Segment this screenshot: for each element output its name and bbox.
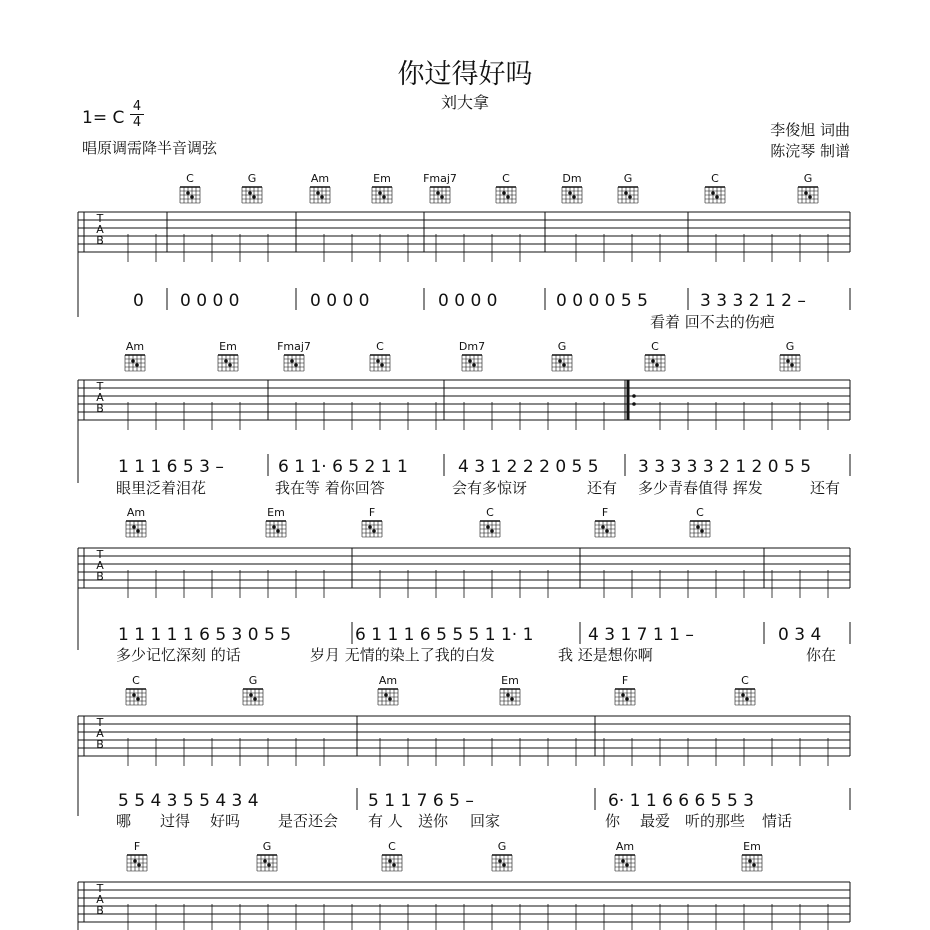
lyricist-composer: 李俊旭 词曲: [770, 121, 850, 139]
chord-name: C: [651, 340, 659, 353]
time-signature-bottom: 4: [132, 115, 142, 130]
chord-dot: [376, 359, 380, 363]
chord-dot: [601, 525, 605, 529]
jianpu-notes: 0: [133, 291, 144, 311]
chord-dot: [190, 195, 194, 199]
chord-name: G: [803, 172, 813, 185]
tab-clef-letter: T: [96, 548, 104, 561]
chord-dot: [624, 191, 628, 195]
chord-name: Dm: [562, 172, 582, 185]
chord-dot: [316, 191, 320, 195]
jianpu-notes: 3 3 3 2 1 2 –: [700, 291, 806, 311]
chord-name: G: [557, 340, 567, 353]
chord-dot: [131, 359, 135, 363]
chord-name: Fmaj7: [277, 340, 311, 353]
jianpu-notes: 1 1 1 6 5 3 –: [118, 457, 224, 477]
lyric-text: 多少记忆深刻 的话: [116, 646, 241, 664]
lyric-text: 情话: [762, 812, 793, 830]
chord-dot: [711, 191, 715, 195]
lyric-text: 过得: [160, 812, 191, 830]
jianpu-notes: 3 3 3 3 3 2 1 2 0 5 5: [638, 457, 812, 477]
tab-clef-letter: B: [96, 738, 104, 751]
chord-dot: [558, 359, 562, 363]
chord-dot: [382, 195, 386, 199]
time-signature-top: 4: [132, 99, 142, 114]
chord-dot: [621, 859, 625, 863]
chord-name: Am: [126, 506, 146, 519]
lyric-text: 是否还会: [278, 812, 339, 830]
chord-dot: [625, 863, 629, 867]
chord-dot: [388, 697, 392, 701]
chord-dot: [248, 191, 252, 195]
chord-name: F: [368, 506, 376, 519]
chord-dot: [136, 529, 140, 533]
tab-clef-letter: T: [96, 380, 104, 393]
chord-dot: [378, 191, 382, 195]
lyric-text: 送你: [418, 812, 449, 830]
tuning-note: 唱原调需降半音调弦: [82, 139, 218, 157]
chord-dot: [696, 525, 700, 529]
chord-dot: [380, 363, 384, 367]
chord-dot: [741, 693, 745, 697]
chord-name: Am: [310, 172, 330, 185]
chord-dot: [249, 693, 253, 697]
lyric-text: 有 人: [368, 812, 403, 830]
jianpu-notes: 0 3 4: [778, 625, 822, 645]
transcriber: 陈浣琴 制谱: [770, 142, 850, 160]
chord-dot: [472, 363, 476, 367]
chord-dot: [562, 363, 566, 367]
chord-name: Am: [615, 840, 635, 853]
lyric-text: 你: [605, 812, 621, 830]
chord-name: F: [601, 506, 609, 519]
tab-clef-letter: T: [96, 882, 104, 895]
chord-dot: [132, 693, 136, 697]
chord-name: G: [623, 172, 633, 185]
chord-dot: [368, 525, 372, 529]
lyric-text: 看着 回不去的伤疤: [650, 313, 775, 331]
chord-dot: [252, 195, 256, 199]
chord-dot: [752, 863, 756, 867]
chord-dot: [384, 693, 388, 697]
chord-dot: [625, 697, 629, 701]
lyric-text: 眼里泛着泪花: [116, 479, 207, 497]
lyric-text: 多少青春值得 挥发: [638, 479, 763, 497]
chord-dot: [621, 693, 625, 697]
chord-name: F: [621, 674, 629, 687]
chord-dot: [498, 859, 502, 863]
chord-name: C: [486, 506, 494, 519]
chord-dot: [320, 195, 324, 199]
chord-name: G: [247, 172, 257, 185]
jianpu-notes: 6 1 1· 6 5 2 1 1: [278, 457, 408, 477]
chord-name: C: [376, 340, 384, 353]
chord-dot: [136, 697, 140, 701]
chord-dot: [436, 191, 440, 195]
chord-dot: [294, 363, 298, 367]
tab-clef-letter: A: [96, 559, 104, 572]
chord-name: G: [248, 674, 258, 687]
chord-dot: [651, 359, 655, 363]
tab-clef-letter: T: [96, 212, 104, 225]
chord-dot: [715, 195, 719, 199]
chord-name: Em: [743, 840, 761, 853]
lyric-text: 好吗: [210, 812, 241, 830]
chord-name: G: [785, 340, 795, 353]
chord-dot: [655, 363, 659, 367]
jianpu-notes: 6 1 1 1 6 5 5 5 1 1· 1: [355, 625, 534, 645]
lyric-text: 哪: [116, 812, 132, 830]
tab-clef-letter: A: [96, 727, 104, 740]
lyric-text: 最爱: [640, 812, 671, 830]
chord-dot: [133, 859, 137, 863]
jianpu-notes: 0 0 0 0 5 5: [556, 291, 648, 311]
chord-dot: [290, 359, 294, 363]
chord-dot: [372, 529, 376, 533]
tab-clef-letter: A: [96, 893, 104, 906]
chord-dot: [572, 195, 576, 199]
tab-clef-letter: T: [96, 716, 104, 729]
chord-dot: [506, 195, 510, 199]
chord-dot: [392, 863, 396, 867]
lyric-text: 会有多惊讶: [452, 479, 528, 497]
repeat-dot: [632, 402, 636, 406]
chord-name: Am: [125, 340, 145, 353]
chord-name: C: [388, 840, 396, 853]
chord-dot: [388, 859, 392, 863]
chord-dot: [490, 529, 494, 533]
chord-name: Em: [373, 172, 391, 185]
jianpu-notes: 5 5 4 3 5 5 4 3 4: [118, 791, 259, 811]
chord-name: C: [186, 172, 194, 185]
chord-dot: [628, 195, 632, 199]
chord-dot: [440, 195, 444, 199]
jianpu-notes: 5 1 1 7 6 5 –: [368, 791, 474, 811]
song-title: 你过得好吗: [397, 59, 533, 90]
chord-dot: [748, 859, 752, 863]
chord-dot: [486, 525, 490, 529]
chord-dot: [745, 697, 749, 701]
chord-dot: [137, 863, 141, 867]
tab-clef-letter: B: [96, 402, 104, 415]
jianpu-notes: 4 3 1 7 1 1 –: [588, 625, 694, 645]
chord-name: Em: [219, 340, 237, 353]
lyric-text: 听的那些: [685, 812, 746, 830]
chord-dot: [568, 191, 572, 195]
chord-name: C: [132, 674, 140, 687]
chord-dot: [468, 359, 472, 363]
chord-name: F: [133, 840, 141, 853]
jianpu-notes: 6· 1 1 6 6 6 5 5 3: [608, 791, 754, 811]
tab-clef-letter: A: [96, 223, 104, 236]
chord-dot: [502, 863, 506, 867]
chord-dot: [132, 525, 136, 529]
chord-dot: [808, 195, 812, 199]
chord-name: C: [502, 172, 510, 185]
tab-clef-letter: B: [96, 570, 104, 583]
chord-name: C: [711, 172, 719, 185]
key-signature: 1= C: [82, 108, 125, 128]
tab-clef-letter: B: [96, 234, 104, 247]
lyric-text: 我在等 着你回答: [275, 479, 385, 497]
chord-dot: [605, 529, 609, 533]
lyric-text: 回家: [470, 812, 501, 830]
chord-dot: [186, 191, 190, 195]
jianpu-notes: 0 0 0 0: [180, 291, 240, 311]
chord-name: Em: [501, 674, 519, 687]
jianpu-notes: 4 3 1 2 2 2 0 5 5: [458, 457, 599, 477]
artist-name: 刘大拿: [440, 93, 489, 112]
repeat-dot: [632, 394, 636, 398]
chord-dot: [510, 697, 514, 701]
chord-name: Dm7: [458, 340, 486, 353]
chord-dot: [267, 863, 271, 867]
chord-name: G: [262, 840, 272, 853]
chord-dot: [506, 693, 510, 697]
jianpu-notes: 0 0 0 0: [438, 291, 498, 311]
jianpu-notes: 1 1 1 1 1 6 5 3 0 5 5: [118, 625, 292, 645]
chord-name: C: [741, 674, 749, 687]
chord-name: G: [497, 840, 507, 853]
chord-dot: [272, 525, 276, 529]
chord-dot: [263, 859, 267, 863]
chord-dot: [224, 359, 228, 363]
chord-name: Em: [267, 506, 285, 519]
lyric-text: 还有: [810, 479, 841, 497]
chord-dot: [253, 697, 257, 701]
chord-dot: [276, 529, 280, 533]
lyric-text: 岁月 无情的染上了我的白发: [310, 646, 495, 664]
tab-clef-letter: A: [96, 391, 104, 404]
chord-dot: [135, 363, 139, 367]
chord-dot: [502, 191, 506, 195]
chord-name: Fmaj7: [423, 172, 457, 185]
chord-dot: [228, 363, 232, 367]
chord-dot: [786, 359, 790, 363]
lyric-text: 你在: [806, 646, 837, 664]
chord-dot: [804, 191, 808, 195]
chord-dot: [790, 363, 794, 367]
chord-dot: [700, 529, 704, 533]
jianpu-notes: 0 0 0 0: [310, 291, 370, 311]
lyric-text: 还有: [587, 479, 618, 497]
chord-name: Am: [378, 674, 398, 687]
tab-clef-letter: B: [96, 904, 104, 917]
lyric-text: 我 还是想你啊: [558, 646, 653, 664]
chord-name: C: [696, 506, 704, 519]
